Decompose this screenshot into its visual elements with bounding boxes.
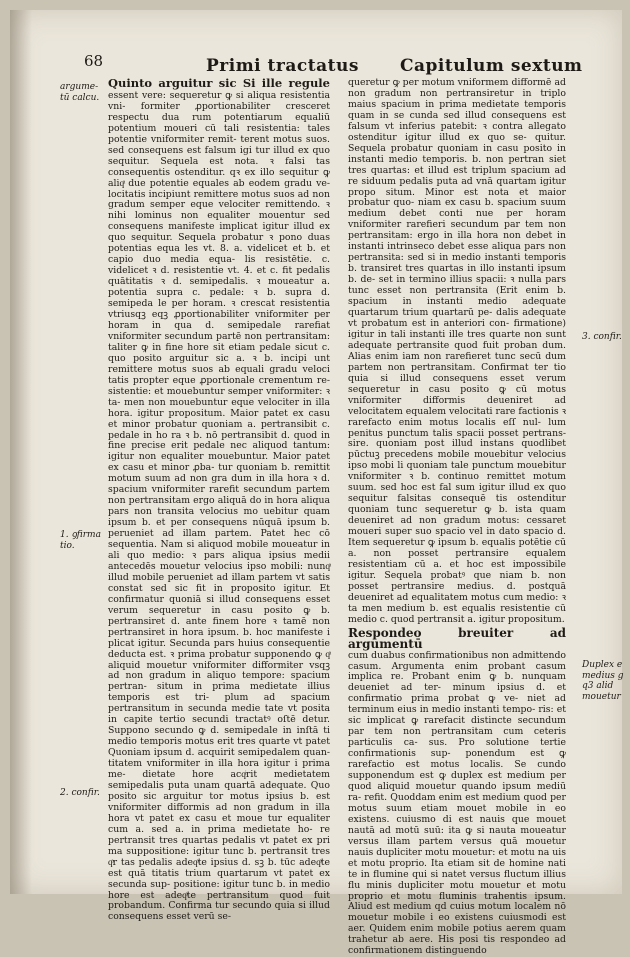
respondeo-rubric: Respondeo breuiter ad argumentū xyxy=(348,625,566,651)
margin-note-duplex-medium: Duplex e medius g q3 alid mouetur xyxy=(582,660,624,702)
book-page xyxy=(10,10,624,957)
running-head-left: Primi tractatus xyxy=(206,56,359,76)
left-column-text xyxy=(108,78,330,923)
running-head-right: Capitulum sextum xyxy=(400,56,583,76)
left-column-body: essent vere: sequeretur ꝙ si aliqua resistentia vni- formiter ꝓportionabiliter cresceret respectu dua rum potentiarum equaliū potentium moueri cū tali resistentia: tales potentie vniformiter remit- terent motus suos. sed consequens est falsum igi tur illud ex quo sequitur. Sequela est nota. ꝛ falsi tas consequentis ostenditur. qꝛ ex illo sequitur ꝙ aliqͣ due potentie equales ab eodem gradu ve- locitatis incipiunt remittere motus suos ad non gradum semper eque velociter remittendo. ꝛ nihi lominus non equaliter mouentur sed consequens manifeste implicat igitur illud ex quo sequitur. Sequela probatur ꝛ pono duas potentias equa les vt. 8. a. videlicet et b. et capio duo media equa- lis resistētie. c. videlicet ꝛ d. resistentie vt. 4. et c. fit pedalis quātitatis ꝛ d. semipedalis. ꝛ moueatur a. potentia supra c. pedale: ꝛ b. supra d. semipeda le per horam. ꝛ crescat resistentia vtriusqꝫ eqꝫ ꝓportionabiliter vniformiter per horam in qua d. semipedale rarefiat vniformiter secundum partē non pertransitam: taliter ꝙ in fine hore sit etiam pedale sicut c. quo posito arguitur sic a. ꝛ b. incipi unt remittere motus suos ab equali gradu veloci tatis propter eque ꝓportionale crementum re- sistentie: et mouebuntur semper vniformiter: ꝛ ta- men non mouebuntur eque velociter in illa hora. igitur propositum. Maior patet ex casu et minor probatur quoniam a. pertransibit c. pedale in ho ra ꝛ b. nō pertransibit d. quod in fine precise erit pedale nec aliquod tantum: igitur non equaliter mouebuntur. Maior patet ex casu et minor ꝓba- tur quoniam b. remittit motum suum ad non gra dum in illa hora ꝛ d. spacium vniformiter rarefit secundum partem non pertransitam ergo aliquā do in hora aliqua pars non transita velocius mo uebitur quam ipsum b. et per consequens nūquā ipsum b. perueniet ad illam partem. Patet hec cō sequentia. Nam si aliquod mobile moueatur in ali quo medio: ꝛ pars aliqua ipsius medii antecedēs mouetur velocius ipso mobili: nunqͣ illud mobile perueniet ad illam partem vt satis constat sed sic fit in proposito igitur. Et confirmatur quoniā si illud consequens esset verum sequeretur in casu posito ꝙ b. pertransiret d. ante finem hore ꝛ tamē non pertransiret in hora ipsum. b. hoc manifeste i plicat igitur. Secunda pars huius consequentie deducta est. ꝛ prima probatur supponendo ꝙ qͣ aliquid mouetur vniformiter difformiter vsqꝫ ad non gradum in aliquo tempore: spacium pertran- situm in prima medietate illius temporis est tri- plum ad spacium pertransitum in secunda medie tate vt posita in capite tertio secundi tractatꝰ oſtē detur. Suppono secundo ꝙ d. semipedale in inſtā ti medio temporis motus erit tres quarte vt patet Quoniam ipsum d. acquirit semipedalem quan- titatem vniformiter in illa hora igitur i prima me- dietate hore acqͥrit medietatem semipedalis puta unam quartā adequate. Quo posito sic arguitur tor motus ipsius b. est vniformiter difformis ad non gradum in illa hora vt patet ex casu et moue tur equaliter cum a. sed a. in prima medietate ho- re pertransit tres quartas pedalis vt patet ex pri ma suppositione: igitur tunc b. pertransit tres qͣr tas pedalis adeqͣte ipsius d. sꝫ b. tūc adeqͣte est quā titatis trium quartarum vt patet ex secunda sup- positione: igitur tunc b. in medio hore est adeqͣte pertransitum quod fuit probandum. Confirma tur secundo quia si illud consequens esset verū se- xyxy=(108,89,330,923)
right-column-body-1: queretur ꝙ per motum vniformem difformē ad non gradum non pertransiretur in triplo maius spacium in prima medietate temporis quam in se cunda sed illud consequens est falsum vt inferius patebit: ꝛ contra allegato ostenditur igitur illud ex quo se- quitur. Sequela probatur quoniam in casu posito in instanti medio temporis. b. non pertran siet tres quartas: et illud est triplum spacium ad re siduum pedalis puta ad vnā quartam igitur propo situm. Minor est nota et maior probatur quo- niam ex casu b. spacium suum medium debet conti nue per horam vniformiter rarefieri secundum par tem non pertransitam: ergo in illa hora non debet in instanti intrinseco debet esse aliqua pars non pertransita: sed si in medio instanti temporis b. transiret tres quartas in illo instanti ipsum b. de- set in termino illius spacii: ꝛ nulla pars tunc esset non pertransita (Erit enim b. spacium in instanti medio adequate quartarum trium quartarū pe- dalis adequate vt probatum est in anteriori con- firmatione) igitur in tali instanti ille tres quarte non sunt adequate pertransite quod fuit proban dum. Alias enim iam non rarefieret tunc secū dum partem non pertransitam. Confirmat ter tio quia si illud consequens esset verum sequeretur in casu posito ꝙ cū motus vniformiter difformis deueniret ad velocitatem equalem velocitati rare factionis ꝛ rarefacto enim motus localis eſſ nul- lum penitus punctum talis spacii posset pertrans- sire. quoniam post illud instans quodlibet pūctuꝫ precedens mobile mouebitur velocius ipso mobi li quoniam tale punctum mouebitur vniformiter ꝛ b. continuo remittet motum suum. sed hoc est fal sum igitur illud ex quo sequitur falsitas consequē tis ostenditur quoniam tunc sequeretur ꝙ b. ista quam deueniret ad non gradum motus: cessaret moueri super suo spacio vel in dato spacio d. Item sequeretur ꝙ ipsum b. equalis potētie cū a. non posset pertransire equalem resistentiam cū a. et hoc est impossibile igitur. Sequela probatꝰ que niam b. non posset pertransire medius. d. postquā deueniret ad equalitatem motus cum medio: ꝛ ta men medium b. est equalis resistentie cū medio c. quod pertransit a. igitur propositum. xyxy=(348,77,566,625)
opening-line: Quinto arguitur sic Si ille regule xyxy=(108,76,330,90)
right-column-body-2: cum duabus confirmationibus non admittendo casum. Argumenta enim probant casum implica re. Probant enim ꝙ b. nunquam deueniet ad ter- minum ipsius d. et confirmatio prima probat ꝙ ve- niet ad terminum eius in medio instanti tempo- ris: et sic implicat ꝙ rarefacit distincte secundum par tem non pertransitam cum ceteris particulis ca- sus. Pro solutione tertie confirmationis sup- ponendum est ꝙ rarefactio est motus localis. Se cundo supponendum est ꝙ duplex est medium per quod aliquid mouetur quando ipsum mediū ra- refit. Quoddam enim est medium quod per motus suum etiam mouet mobile in eo existens. cuiusmo di est nauis que mouet nautā ad motū suū: ita ꝙ si nauta moueatur versus illam partem versus quā mouetur nauis dupliciter motu mouetur: et motu na uis et motu proprio. Ita etiam sit de homine nati te in flumine qui si natet versus fluctum illius flu minis dupliciter motu mouetur et motu proprio et motu fluminis trahentis ipsum. Aliud est medium qd cuius motum localem nō mouetur mobile i eo existens cuiusmodi est aer. Quidem enim mobile potius aerem quam trahetur ab aere. His posi tis respondeo ad confirmationem distinguendo xyxy=(348,649,566,957)
margin-note-argumentum: argume- tū calcu. xyxy=(60,82,100,103)
right-text-column xyxy=(348,78,566,957)
margin-note-second-confirmation: 2. confir. xyxy=(60,788,100,798)
page-gutter-shadow xyxy=(10,10,32,894)
margin-note-third-confirmation: 3. confir. xyxy=(582,332,622,342)
folio-number: 68 xyxy=(84,52,104,70)
margin-note-first-confirmation: 1. ꝯfirma tio. xyxy=(60,530,101,551)
left-text-column xyxy=(108,78,330,923)
